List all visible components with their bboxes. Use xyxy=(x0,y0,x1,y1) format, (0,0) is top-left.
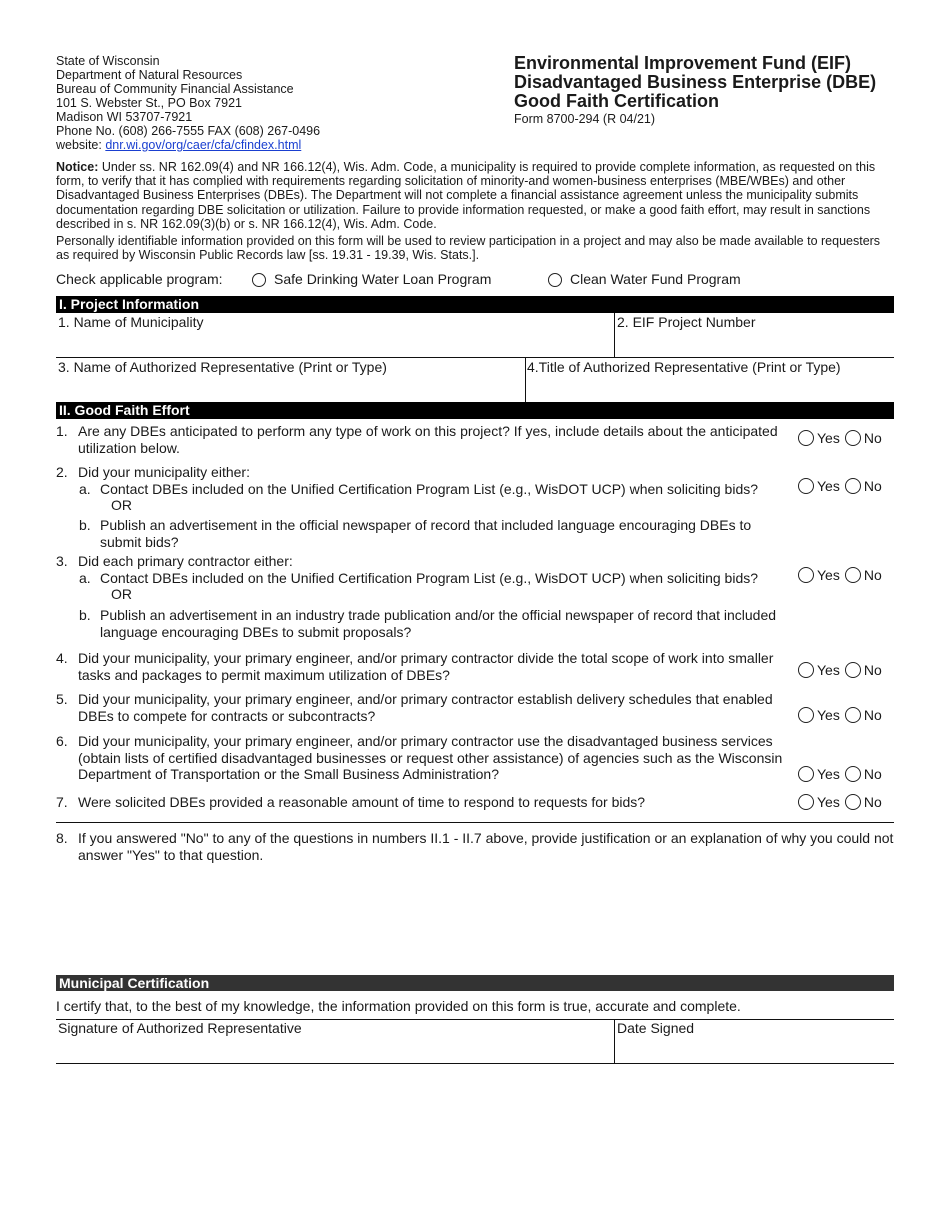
no-label: No xyxy=(863,766,882,782)
rep-name-label: 3. Name of Authorized Representative (Print or Type) xyxy=(58,359,387,375)
date-signed-label: Date Signed xyxy=(617,1020,695,1036)
form-title-line: Disadvantaged Business Enterprise (DBE) xyxy=(514,72,877,92)
no-label: No xyxy=(863,478,882,494)
yes-label: Yes xyxy=(817,662,840,678)
program-option-sdw: Safe Drinking Water Loan Program xyxy=(274,271,492,287)
program-radio-sdw[interactable] xyxy=(252,273,266,287)
question-4-text: Did your municipality, your primary engineer, and/or primary contractor divide the total scope of work into smaller tasks and packages to permit maximum utilization of DBEs? xyxy=(78,650,774,683)
form-title-line: Good Faith Certification xyxy=(514,91,719,111)
question-2-answer xyxy=(798,478,882,494)
website-link[interactable]: dnr.wi.gov/org/caer/cfa/cfindex.html xyxy=(105,138,302,152)
question-number: 8. xyxy=(56,830,68,846)
municipality-name-label: 1. Name of Municipality xyxy=(58,314,204,330)
no-label: No xyxy=(863,794,882,810)
rep-title-label: 4.Title of Authorized Representative (Print or Type) xyxy=(527,359,841,375)
question-1-no-radio[interactable] xyxy=(845,430,861,446)
question-2a-text: Contact DBEs included on the Unified Certification Program List (e.g., WisDOT UCP) when soliciting bids? xyxy=(100,481,759,497)
yes-label: Yes xyxy=(817,478,840,494)
question-7-text: Were solicited DBEs provided a reasonable amount of time to respond to requests for bids? xyxy=(78,794,646,810)
no-label: No xyxy=(863,430,882,446)
question-1-answer xyxy=(798,430,882,446)
question-letter: a. xyxy=(79,570,91,586)
question-number: 5. xyxy=(56,691,68,707)
question-8-text: If you answered "No" to any of the questions in numbers II.1 - II.7 above, provide justification or an explanation of why you could not answer "Yes" to that question. xyxy=(78,830,894,863)
form-title xyxy=(514,54,876,111)
question-5-no-radio[interactable] xyxy=(845,707,861,723)
question-4-answer xyxy=(798,662,882,678)
program-option-cwf: Clean Water Fund Program xyxy=(570,271,741,287)
question-number: 4. xyxy=(56,650,68,666)
question-2-yes-radio[interactable] xyxy=(798,478,814,494)
question-3-no-radio[interactable] xyxy=(845,567,861,583)
or-label: OR xyxy=(111,586,132,602)
section-good-faith-effort-header: II. Good Faith Effort xyxy=(56,402,894,419)
section-divider xyxy=(56,822,894,823)
agency-line: Phone No. (608) 266-7555 FAX (608) 267-0496 xyxy=(56,124,321,138)
agency-line: Bureau of Community Financial Assistance xyxy=(56,82,294,96)
question-7-no-radio[interactable] xyxy=(845,794,861,810)
yes-label: Yes xyxy=(817,430,840,446)
question-6-no-radio[interactable] xyxy=(845,766,861,782)
agency-line: 101 S. Webster St., PO Box 7921 xyxy=(56,96,242,110)
or-label: OR xyxy=(111,497,132,513)
field-divider xyxy=(56,1063,894,1064)
yes-label: Yes xyxy=(817,707,840,723)
question-3-yes-radio[interactable] xyxy=(798,567,814,583)
question-5-answer xyxy=(798,707,882,723)
notice-block xyxy=(56,160,896,265)
justification-input[interactable] xyxy=(78,866,894,966)
website-label: website: xyxy=(56,138,106,152)
no-label: No xyxy=(863,662,882,678)
question-3-answer xyxy=(798,567,882,583)
question-2-text: Did your municipality either: xyxy=(78,464,250,480)
yes-label: Yes xyxy=(817,766,840,782)
eif-project-number-label: 2. EIF Project Number xyxy=(617,314,756,330)
agency-line: Department of Natural Resources xyxy=(56,68,243,82)
privacy-paragraph: Personally identifiable information provided on this form will be used to review participation in a project and may also be made available to requesters as required by Wisconsin Public Records law [ss. 19.31 - 19.39, Wis. Stats.]. xyxy=(56,234,881,263)
question-4-yes-radio[interactable] xyxy=(798,662,814,678)
notice-text: Under ss. NR 162.09(4) and NR 166.12(4), Wis. Adm. Code, a municipality is required to provide complete information, as requested on this form, to verify that it has complied with requirements regarding solicitation of minority-and women-business enterprises (MBE/WBEs) and other Disadvantaged Business Enterprises (DBEs). The Department will not complete a financial assistance agreement unless the municipality submits documentation regarding DBE solicitation or utilization. Failure to provide information requested, or make a good faith effort, may result in sanctions described in s. NR 162.09(3)(b) or s. NR 166.12(4), Wis. Adm. Code. xyxy=(56,160,876,231)
yes-label: Yes xyxy=(817,567,840,583)
question-3b-text: Publish an advertisement in an industry trade publication and/or the official newspaper of record that included language encouraging DBEs to submit proposals? xyxy=(100,607,777,640)
question-6-yes-radio[interactable] xyxy=(798,766,814,782)
question-1-yes-radio[interactable] xyxy=(798,430,814,446)
field-divider xyxy=(614,313,615,358)
question-2b-text: Publish an advertisement in the official newspaper of record that included language encouraging DBEs to submit bids? xyxy=(100,517,752,550)
agency-line: Madison WI 53707-7921 xyxy=(56,110,193,124)
field-divider xyxy=(614,1019,615,1063)
question-4-no-radio[interactable] xyxy=(845,662,861,678)
website-line xyxy=(56,138,320,152)
question-number: 1. xyxy=(56,423,68,439)
signature-label: Signature of Authorized Representative xyxy=(58,1020,302,1036)
field-divider xyxy=(525,357,526,402)
question-3a-text: Contact DBEs included on the Unified Certification Program List (e.g., WisDOT UCP) when soliciting bids? xyxy=(100,570,759,586)
question-letter: a. xyxy=(79,481,91,497)
question-number: 6. xyxy=(56,733,68,749)
question-5-text: Did your municipality, your primary engineer, and/or primary contractor establish delivery schedules that enabled DBEs to compete for contracts or subcontracts? xyxy=(78,691,773,724)
program-label: Check applicable program: xyxy=(56,271,223,287)
question-7-answer xyxy=(798,794,882,810)
question-2-no-radio[interactable] xyxy=(845,478,861,494)
notice-label: Notice: xyxy=(56,160,99,174)
yes-label: Yes xyxy=(817,794,840,810)
question-3-text: Did each primary contractor either: xyxy=(78,553,293,569)
question-6-text: Did your municipality, your primary engineer, and/or primary contractor use the disadvantaged business services (obtain lists of certified disadvantaged businesses or request other assistance) of agencies such as the Wisconsin Department of Transportation or the Small Business Administration? xyxy=(78,733,783,782)
question-number: 3. xyxy=(56,553,68,569)
question-number: 2. xyxy=(56,464,68,480)
question-letter: b. xyxy=(79,517,91,533)
section-project-information-header: I. Project Information xyxy=(56,296,894,313)
certification-statement: I certify that, to the best of my knowledge, the information provided on this form is true, accurate and complete. xyxy=(56,998,741,1014)
form-title-line: Environmental Improvement Fund (EIF) xyxy=(514,53,852,73)
question-7-yes-radio[interactable] xyxy=(798,794,814,810)
question-5-yes-radio[interactable] xyxy=(798,707,814,723)
no-label: No xyxy=(863,707,882,723)
question-letter: b. xyxy=(79,607,91,623)
question-number: 7. xyxy=(56,794,68,810)
agency-block xyxy=(56,54,320,152)
question-1-text: Are any DBEs anticipated to perform any type of work on this project? If yes, include details about the anticipated utilization below. xyxy=(78,423,778,456)
no-label: No xyxy=(863,567,882,583)
municipal-certification-header: Municipal Certification xyxy=(56,975,894,991)
notice-paragraph xyxy=(56,160,896,231)
form-number: Form 8700-294 (R 04/21) xyxy=(514,112,656,126)
program-radio-cwf[interactable] xyxy=(548,273,562,287)
question-6-answer xyxy=(798,766,882,782)
agency-line: State of Wisconsin xyxy=(56,54,160,68)
